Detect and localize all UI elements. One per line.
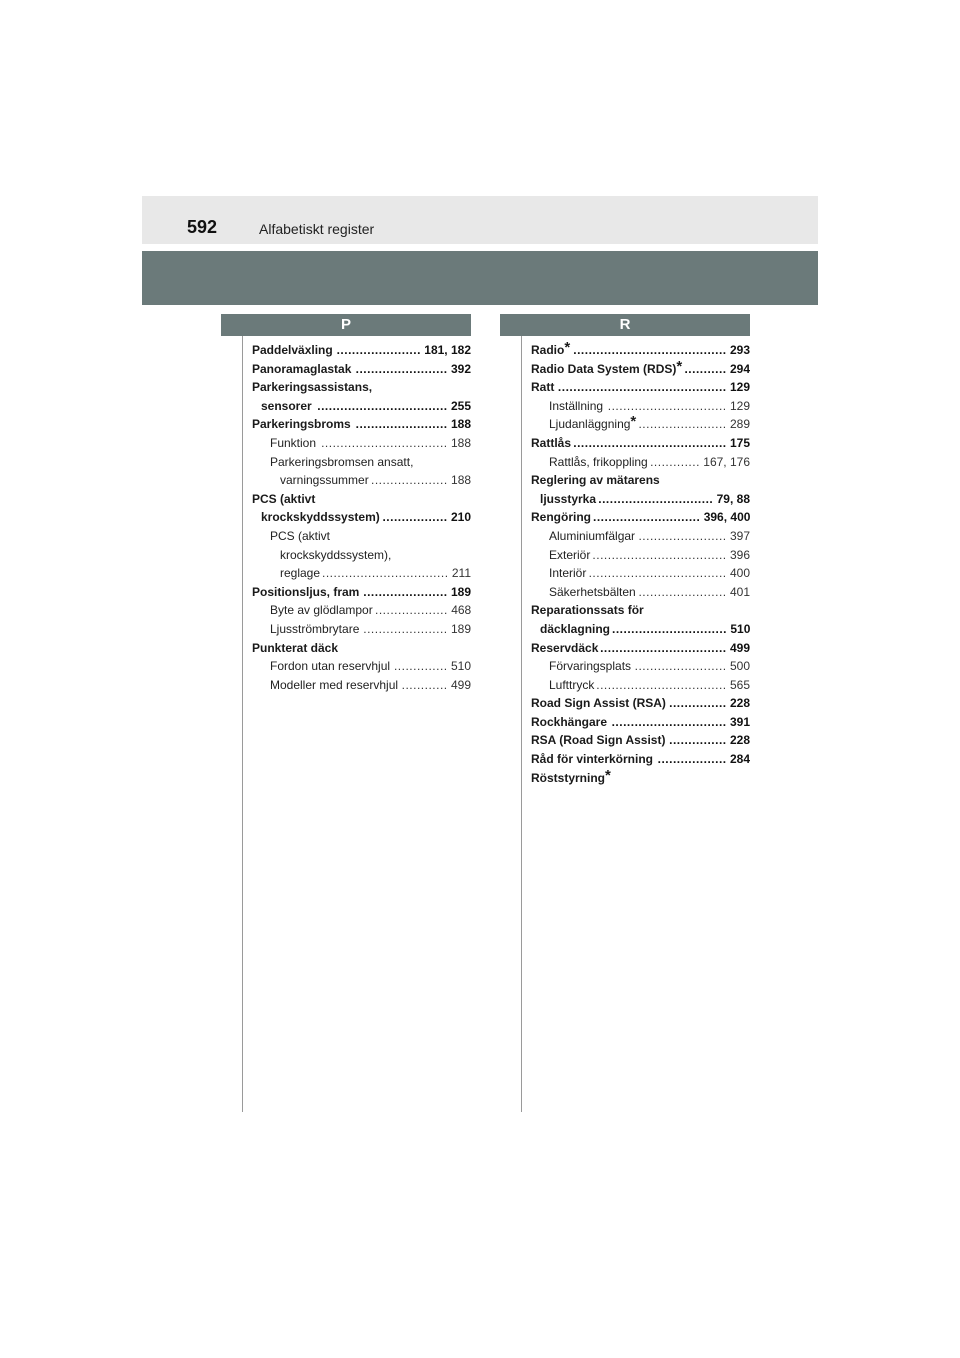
page-number-ref: 289 bbox=[729, 417, 750, 432]
index-entry bbox=[252, 341, 471, 360]
entry-text bbox=[531, 508, 591, 527]
page-number-ref: 499 bbox=[729, 640, 750, 655]
dot-leader: ............................................ bbox=[557, 380, 727, 395]
entry-label: Fordon utan reservhjul bbox=[270, 659, 391, 674]
entry-text bbox=[531, 639, 598, 658]
entry-text bbox=[531, 434, 571, 453]
index-entry bbox=[252, 527, 471, 546]
entry-label: Radio Data System (RDS) bbox=[531, 361, 677, 376]
page-number-ref: 400 bbox=[729, 566, 750, 581]
entry-label: Ljudanläggning bbox=[549, 417, 631, 432]
index-entry bbox=[252, 639, 471, 658]
entry-label: ljusstyrka bbox=[540, 491, 597, 506]
dot-leader: ....................... bbox=[638, 417, 727, 432]
section-letter-r: R bbox=[500, 314, 750, 336]
page-number-ref: 294 bbox=[729, 361, 750, 376]
entry-text bbox=[549, 564, 586, 583]
page-reference bbox=[375, 601, 471, 620]
entry-label: Inställning bbox=[549, 398, 604, 413]
index-entry bbox=[531, 471, 750, 490]
page-number-ref: 468 bbox=[451, 603, 471, 618]
index-entry bbox=[531, 731, 750, 750]
dot-leader: .................. bbox=[657, 752, 727, 767]
entry-label: reglage bbox=[280, 566, 321, 581]
page-number-ref: 210 bbox=[450, 510, 471, 525]
dot-leader: ............ bbox=[401, 677, 448, 692]
entry-label: krockskyddssystem), bbox=[280, 547, 392, 562]
index-entry bbox=[252, 453, 471, 472]
dot-leader: .............................. bbox=[611, 714, 727, 729]
index-entry bbox=[531, 378, 750, 397]
entry-label: Parkeringsbromsen ansatt, bbox=[270, 454, 414, 469]
dot-leader: ........................ bbox=[355, 361, 448, 376]
page-reference bbox=[638, 415, 750, 434]
dot-leader: .................... bbox=[371, 473, 448, 488]
entry-text bbox=[531, 750, 653, 769]
dot-leader: ................................. bbox=[322, 566, 449, 581]
entry-text bbox=[280, 546, 391, 565]
entry-text bbox=[252, 360, 351, 379]
page-reference bbox=[573, 341, 750, 360]
entry-text bbox=[252, 415, 351, 434]
entry-label: Modeller med reservhjul bbox=[270, 677, 399, 692]
index-column-r bbox=[531, 341, 750, 787]
entry-text bbox=[252, 378, 372, 397]
page-reference bbox=[337, 341, 471, 360]
dot-leader: .................................. bbox=[317, 398, 448, 413]
index-entry bbox=[531, 397, 750, 416]
page-reference bbox=[317, 397, 471, 416]
page-number-ref: 391 bbox=[729, 714, 750, 729]
page-reference bbox=[363, 583, 471, 602]
entry-label: varningssummer bbox=[280, 473, 369, 488]
page-number-ref: 211 bbox=[451, 566, 471, 581]
page-number-ref: 397 bbox=[729, 528, 750, 543]
asterisk-mark: * bbox=[564, 339, 571, 356]
page-number-ref: 401 bbox=[729, 584, 750, 599]
entry-text bbox=[531, 694, 666, 713]
page-reference bbox=[638, 527, 750, 546]
entry-label: Ljusströmbrytare bbox=[270, 621, 360, 636]
entry-text bbox=[549, 527, 635, 546]
index-entry bbox=[531, 546, 750, 565]
page-reference bbox=[573, 434, 750, 453]
page-number-ref: 500 bbox=[729, 659, 750, 674]
entry-text bbox=[252, 490, 315, 509]
entry-label: Säkerhetsbälten bbox=[549, 584, 636, 599]
entry-label: Rattlås bbox=[531, 435, 572, 450]
index-entry bbox=[531, 583, 750, 602]
entry-label: Rattlås, frikoppling bbox=[549, 454, 648, 469]
entry-label: Röststyrning bbox=[531, 770, 606, 785]
section-letter-p: P bbox=[221, 314, 471, 336]
page-reference bbox=[598, 490, 750, 509]
index-entry bbox=[252, 508, 471, 527]
entry-text bbox=[531, 471, 660, 490]
index-entry bbox=[531, 508, 750, 527]
entry-text bbox=[280, 471, 369, 490]
page-number-ref: 565 bbox=[729, 677, 750, 692]
entry-label: Positionsljus, fram bbox=[252, 584, 360, 599]
index-entry bbox=[531, 490, 750, 509]
index-entry bbox=[252, 564, 471, 583]
entry-label: Lufttryck bbox=[549, 677, 595, 692]
dot-leader: ........... bbox=[684, 361, 727, 376]
dot-leader: ................................... bbox=[592, 547, 727, 562]
entry-label: krockskyddssystem) bbox=[261, 510, 380, 525]
entry-label: Rockhängare bbox=[531, 714, 608, 729]
index-entry bbox=[252, 676, 471, 695]
dot-leader: ................. bbox=[382, 510, 448, 525]
index-entry bbox=[531, 639, 750, 658]
entry-text bbox=[549, 546, 590, 565]
page-title: Alfabetiskt register bbox=[259, 221, 375, 237]
entry-text bbox=[280, 564, 320, 583]
page-number-ref: 188 bbox=[450, 417, 471, 432]
page-number-ref: 167, 176 bbox=[703, 454, 750, 469]
page-number-ref: 79, 88 bbox=[716, 491, 750, 506]
page-number-ref: 510 bbox=[730, 621, 750, 636]
index-entry bbox=[252, 490, 471, 509]
dot-leader: ........................ bbox=[634, 659, 727, 674]
entry-label: Rengöring bbox=[531, 510, 591, 525]
page-reference bbox=[593, 508, 750, 527]
dot-leader: ................................. bbox=[600, 640, 727, 655]
page-reference bbox=[394, 657, 471, 676]
entry-text bbox=[540, 490, 596, 509]
entry-label: PCS (aktivt bbox=[252, 491, 316, 506]
dot-leader: ...................... bbox=[363, 621, 448, 636]
page-reference bbox=[669, 731, 750, 750]
entry-text bbox=[540, 620, 610, 639]
asterisk-mark: * bbox=[630, 413, 637, 431]
index-entry bbox=[531, 415, 750, 434]
page-number-ref: 188 bbox=[451, 473, 471, 488]
entry-text bbox=[531, 601, 644, 620]
entry-text bbox=[531, 357, 683, 379]
page-number-ref: 396 bbox=[729, 547, 750, 562]
index-entry bbox=[531, 657, 750, 676]
entry-label: Panoramaglastak bbox=[252, 361, 352, 376]
entry-label: Parkeringsbroms bbox=[252, 417, 351, 432]
dot-leader: ....................... bbox=[638, 584, 727, 599]
page-reference bbox=[322, 564, 471, 583]
entry-text bbox=[270, 620, 359, 639]
index-entry bbox=[531, 527, 750, 546]
page-reference bbox=[684, 360, 750, 379]
page-number-ref: 188 bbox=[450, 435, 471, 450]
index-entry bbox=[252, 434, 471, 453]
index-entry bbox=[531, 357, 750, 379]
page-number-ref: 255 bbox=[450, 398, 471, 413]
page-number-ref: 392 bbox=[450, 361, 471, 376]
entry-text bbox=[531, 713, 607, 732]
entry-text bbox=[549, 397, 603, 416]
entry-text bbox=[549, 583, 636, 602]
index-entry bbox=[531, 601, 750, 620]
page-reference bbox=[596, 676, 750, 695]
page-reference bbox=[612, 620, 750, 639]
page-reference bbox=[669, 694, 750, 713]
entry-label: Parkeringsassistans, bbox=[252, 380, 373, 395]
index-entry bbox=[531, 694, 750, 713]
entry-text bbox=[270, 527, 330, 546]
page-reference bbox=[558, 378, 750, 397]
index-entry bbox=[531, 620, 750, 639]
dot-leader: ....................... bbox=[638, 528, 727, 543]
dot-leader: ...................... bbox=[336, 343, 421, 357]
column-rule-p bbox=[242, 336, 243, 1112]
asterisk-mark: * bbox=[676, 357, 683, 375]
entry-text bbox=[531, 378, 554, 397]
entry-label: Ratt bbox=[531, 380, 555, 395]
index-entry bbox=[252, 583, 471, 602]
index-entry bbox=[531, 453, 750, 472]
column-rule-r bbox=[521, 336, 522, 1112]
entry-text bbox=[270, 657, 390, 676]
dot-leader: ............................... bbox=[607, 398, 727, 413]
page-number: 592 bbox=[187, 217, 218, 237]
entry-text bbox=[531, 731, 665, 750]
dot-leader: .................................... bbox=[588, 566, 727, 581]
page-reference bbox=[321, 434, 471, 453]
entry-text bbox=[549, 415, 636, 434]
page-number-ref: 189 bbox=[450, 621, 471, 636]
entry-label: Road Sign Assist (RSA) bbox=[531, 696, 666, 711]
dot-leader: ............... bbox=[669, 733, 727, 748]
dot-leader: .............................. bbox=[612, 621, 728, 636]
page-reference bbox=[635, 657, 750, 676]
index-entry bbox=[531, 434, 750, 453]
dot-leader: ............... bbox=[669, 696, 727, 711]
page-number-ref: 129 bbox=[729, 398, 750, 413]
page-number-ref: 181, 182 bbox=[424, 343, 471, 357]
dot-leader: .............. bbox=[393, 659, 448, 674]
entry-label: RSA (Road Sign Assist) bbox=[531, 733, 666, 748]
entry-text bbox=[270, 453, 413, 472]
index-entry bbox=[252, 657, 471, 676]
entry-text bbox=[549, 453, 648, 472]
index-entry bbox=[252, 601, 471, 620]
page-reference bbox=[356, 360, 471, 379]
page-number-ref: 189 bbox=[450, 584, 471, 599]
index-entry bbox=[252, 620, 471, 639]
page-reference bbox=[363, 620, 471, 639]
page-number-ref: 499 bbox=[450, 677, 471, 692]
entry-text bbox=[252, 583, 359, 602]
dot-leader: ............. bbox=[650, 454, 700, 469]
entry-label: Aluminiumfälgar bbox=[549, 528, 636, 543]
entry-label: Reglering av mätarens bbox=[531, 473, 660, 488]
page-reference bbox=[356, 415, 471, 434]
page-number-ref: 396, 400 bbox=[703, 510, 750, 525]
entry-text bbox=[261, 508, 380, 527]
index-entry bbox=[531, 564, 750, 583]
entry-label: Punkterat däck bbox=[252, 640, 339, 655]
entry-label: Förvaringsplats bbox=[549, 659, 632, 674]
dot-leader: ................................. bbox=[321, 435, 448, 450]
dot-leader: .............................. bbox=[598, 491, 714, 506]
index-entry bbox=[252, 378, 471, 397]
page-number-ref: 228 bbox=[729, 696, 750, 711]
index-column-p bbox=[252, 341, 471, 694]
page-reference bbox=[382, 508, 471, 527]
entry-text bbox=[549, 676, 594, 695]
page-number-ref: 129 bbox=[729, 380, 750, 395]
index-entry bbox=[252, 415, 471, 434]
entry-text bbox=[270, 434, 316, 453]
index-entry bbox=[252, 546, 471, 565]
index-entry bbox=[531, 676, 750, 695]
entry-label: Funktion bbox=[270, 435, 317, 450]
dot-leader: ...................... bbox=[363, 584, 448, 599]
header-band bbox=[142, 196, 818, 244]
page-reference bbox=[658, 750, 750, 769]
entry-label: Råd för vinterkörning bbox=[531, 752, 654, 767]
page-reference bbox=[589, 564, 750, 583]
entry-label: PCS (aktivt bbox=[270, 528, 331, 543]
dot-leader: ........................ bbox=[355, 417, 448, 432]
asterisk-mark: * bbox=[605, 766, 611, 784]
dot-leader: ............................ bbox=[593, 510, 701, 525]
entry-text bbox=[252, 341, 333, 360]
entry-label: Radio bbox=[531, 343, 565, 357]
page-reference bbox=[638, 583, 750, 602]
dot-leader: .................................. bbox=[596, 677, 727, 692]
entry-label: Reparationssats för bbox=[531, 603, 644, 618]
entry-label: Paddelväxling bbox=[252, 343, 333, 357]
dot-leader: ................... bbox=[375, 603, 448, 618]
page-reference bbox=[612, 713, 750, 732]
page-reference bbox=[592, 546, 750, 565]
entry-label: Reservdäck bbox=[531, 640, 599, 655]
entry-text bbox=[549, 657, 631, 676]
index-entry bbox=[531, 766, 750, 788]
dot-leader: ........................................ bbox=[573, 343, 727, 357]
dot-leader: ........................................ bbox=[573, 435, 727, 450]
entry-text bbox=[270, 676, 398, 695]
index-entry bbox=[252, 360, 471, 379]
entry-label: Exteriör bbox=[549, 547, 591, 562]
page-number-ref: 228 bbox=[729, 733, 750, 748]
entry-text bbox=[531, 766, 611, 788]
page-reference bbox=[650, 453, 750, 472]
header-dark-band bbox=[142, 251, 818, 305]
entry-text bbox=[531, 341, 570, 360]
page-number-ref: 293 bbox=[729, 343, 750, 357]
page-number-ref: 284 bbox=[729, 752, 750, 767]
page-number-ref: 510 bbox=[450, 659, 471, 674]
index-entry bbox=[531, 713, 750, 732]
entry-label: sensorer bbox=[261, 398, 312, 413]
index-entry bbox=[252, 397, 471, 416]
entry-label: Interiör bbox=[549, 566, 587, 581]
page-number-ref: 175 bbox=[729, 435, 750, 450]
entry-text bbox=[252, 639, 338, 658]
page-reference bbox=[402, 676, 471, 695]
index-entry bbox=[531, 341, 750, 360]
entry-label: Byte av glödlampor bbox=[270, 603, 373, 618]
index-entry bbox=[531, 750, 750, 769]
entry-label: däcklagning bbox=[540, 621, 611, 636]
page-reference bbox=[600, 639, 750, 658]
entry-text bbox=[261, 397, 312, 416]
page-reference bbox=[371, 471, 471, 490]
entry-text bbox=[270, 601, 373, 620]
index-entry bbox=[252, 471, 471, 490]
